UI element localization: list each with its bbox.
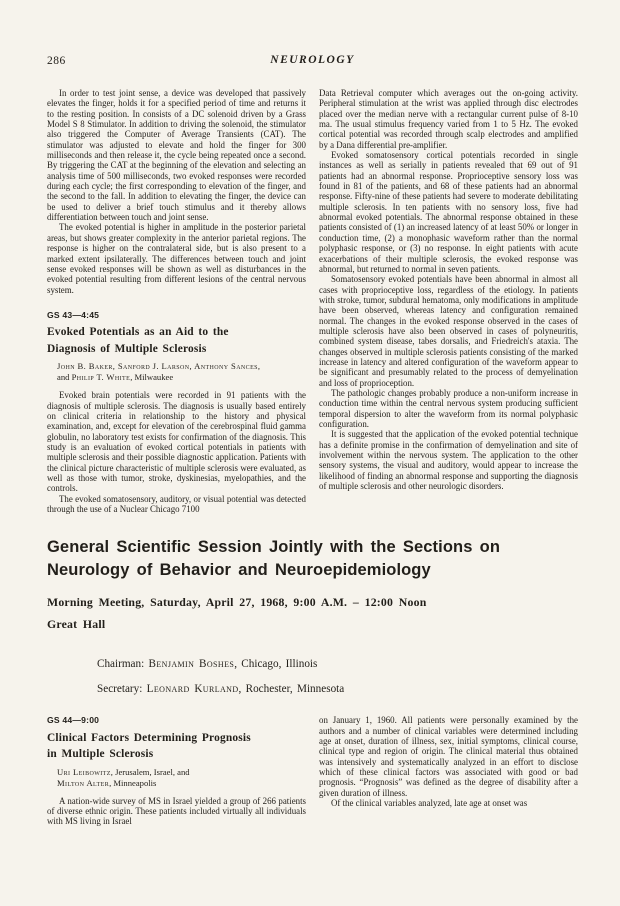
body-paragraph: The evoked somatosensory, auditory, or visual potential was detected through the use of a Nuclear Chicago 7100	[47, 493, 306, 514]
right-column	[319, 715, 578, 826]
session-heading-line: General Scientific Session Jointly with the Sections on	[47, 538, 501, 557]
left-column	[47, 715, 306, 826]
session-heading	[47, 536, 578, 581]
body-paragraph: Somatosensory evoked potentials have been abnormal in almost all cases with proprioceptive loss, regardless of the etiology. In patients with stroke, tumor, subdural hematoma, only modifications in amplitude have been observed, whereas latency and configuration remained normal. The changes in the evoked response observed in the cases of multiple sclerosis have also been observed in cases of polyneuritis, combined system disease, tabes dorsalis, and Friedreich's ataxia. The changes observed in multiple sclerosis patients consisting of the marked increase in latency and altered configuration of the waveform appear to be significant and presumably related to the process of demyelination and loss of proprioception.	[319, 274, 578, 388]
chairman-location: , Chicago, Illinois	[234, 658, 318, 671]
bottom-abstract-section	[47, 715, 578, 826]
abstract-authors	[57, 767, 306, 789]
body-paragraph: A nation-wide survey of MS in Israel yielded a group of 266 patients of diverse ethnic origin. These patients included virtually all individuals with MS living in Israel	[47, 795, 306, 827]
body-paragraph: Evoked somatosensory cortical potentials recorded in single instances as well as serially in patients revealed that 69 out of 91 patients had an abnormal response. Proprioceptive sensory loss was found in 81 of the patients, and 68 of these patients had an abnormal response. Fifty-nine of these patients had severe to moderate debilitating multiple sclerosis. In ten patients with no sensory loss, five had abnormal evoked potentials. The abnormal response obtained in these patients consisted of (1) an increased latency of at least 50% or longer in conduction time, (2) a monophasic waveform rather than the normal polyphasic response, or (3) no response. In eight patients with acute exacerbations of their multiple sclerosis, the evoked response was abnormal, but returned to normal in seven patients.	[319, 150, 578, 274]
meeting-location: Great Hall	[47, 617, 106, 632]
page-number: 286	[47, 55, 66, 67]
left-column	[47, 88, 306, 514]
abstract-title-line: in Multiple Sclerosis	[47, 748, 154, 761]
author-location: , Minneapolis	[109, 777, 157, 788]
top-abstract-section	[47, 88, 578, 514]
chairman-label: Chairman:	[97, 658, 145, 671]
body-paragraph: The evoked potential is higher in amplitude in the posterior parietal areas, but shows greater complexity in the anterior parietal regions. The response is higher on the contralateral side, but is also present to a marked extent ipsilaterally. The differences between touch and joint sense evoked responses will be shown as well as disturbances in the evoked potential resulting from different lesions of the central nervous system.	[47, 222, 306, 295]
secretary-label: Secretary:	[97, 683, 143, 696]
author-names: John B. Baker, Sanford J. Larson, Anthony Sances,	[57, 361, 261, 372]
abstract-authors	[57, 361, 306, 383]
chairman-name: Benjamin Boshes	[148, 658, 235, 671]
body-paragraph: Evoked brain potentials were recorded in 91 patients with the diagnosis of multiple sclerosis. The diagnosis is usually based entirely on clinical criteria in relationship to the history and physical examination, and, except for elevation of the cerebrospinal fluid gamma globulin, no laboratory test exists for confirmation of the diagnosis. This study is an evaluation of evoked cortical potentials in patients with multiple sclerosis and their possible diagnostic application. Patients with the clinical picture characteristic of multiple sclerosis were evaluated, as well as those with tumor, stroke, dyskinesias, myelopathies, and the controls.	[47, 390, 306, 494]
author-conjunction: and	[57, 372, 72, 383]
body-paragraph: The pathologic changes probably produce a non-uniform increase in conduction time within the central nervous system producing sufficient temporal dispersion to alter the waveform from its normal polyphasic configuration.	[319, 387, 578, 429]
abstract-title	[47, 730, 306, 763]
abstract-title	[47, 324, 306, 357]
running-head: NEUROLOGY	[270, 54, 355, 66]
session-officers	[97, 652, 578, 702]
session-announcement	[47, 536, 578, 702]
page-header	[47, 54, 578, 69]
abstract-title-line: Evoked Potentials as an Aid to the	[47, 326, 229, 339]
author-name: Uri Leibowitz	[57, 766, 111, 777]
body-paragraph: Data Retrieval computer which averages out the on-going activity. Peripheral stimulation at the wrist was applied through disc electrodes placed over the median nerve with a rectangular current pulse of 8-10 ma. The usual stimulus frequency varied from 1 to 5 Hz. The evoked cortical potential was recorded through scalp electrodes and amplified by a Dana differential pre-amplifier.	[319, 88, 578, 150]
author-name: Philip T. White	[71, 372, 131, 383]
abstract-title-line: Clinical Factors Determining Prognosis	[47, 731, 251, 744]
right-column	[319, 88, 578, 514]
body-paragraph: It is suggested that the application of the evoked potential technique has a definite promise in the confirmation of demyelination and site of involvement within the nervous system. The application to the other sensory systems, the visual and auditory, would appear to increase the likelihood of finding an abnormal response and supporting the diagnosis of multiple sclerosis and other neurologic disorders.	[319, 429, 578, 492]
author-location: , Jerusalem, Israel, and	[110, 766, 190, 777]
author-location: , Milwaukee	[130, 372, 174, 383]
abstract-session-code: GS 43—4:45	[47, 309, 100, 320]
secretary-location: , Rochester, Minnesota	[238, 683, 345, 696]
body-paragraph: on January 1, 1960. All patients were personally examined by the authors and a number of clinical variables were determined including age at onset, duration of illness, sex, initial symptoms, clinical course, clinical type and region of origin. The clinical material thus obtained was intensively and systematically analyzed in an effort to disclose which of these clinical factors was associated with good or bad prognosis. “Prognosis” was defined as the degree of disability after a given duration of illness.	[319, 715, 578, 798]
author-name: Milton Alter	[57, 777, 110, 788]
chairman-line	[97, 652, 578, 677]
secretary-line	[97, 677, 578, 702]
body-paragraph: In order to test joint sense, a device was developed that passively elevates the finger, holds it for a specified period of time and returns it to the resting position. In consists of a DC solenoid driven by a Grass Model S 8 Stimulator. In addition to driving the solenoid, the stimulator also triggered the Computer of Average Transients (CAT). The stimulator was adjusted to elevate and hold the finger for 300 milliseconds and then release it, the cycle being repeated once a second. By triggering the CAT at the beginning of the elevation and selecting an analysis time of 500 milliseconds, two evoked responses were recorded during each cycle; the first corresponding to elevation of the finger, and the second to the fall. In addition to elevating the finger, the device can be used to deliver a brief touch stimulus and it thereby allows differentiation between touch and joint sense.	[47, 88, 306, 223]
abstract-title-line: Diagnosis of Multiple Sclerosis	[47, 342, 207, 355]
secretary-name: Leonard Kurland	[146, 683, 239, 696]
body-paragraph: Of the clinical variables analyzed, late age at onset was	[331, 798, 528, 809]
session-heading-line: Neurology of Behavior and Neuroepidemiology	[47, 560, 431, 579]
meeting-time: Morning Meeting, Saturday, April 27, 1968, 9:00 A.M. – 12:00 Noon	[47, 595, 427, 610]
abstract-session-code: GS 44—9:00	[47, 715, 100, 726]
